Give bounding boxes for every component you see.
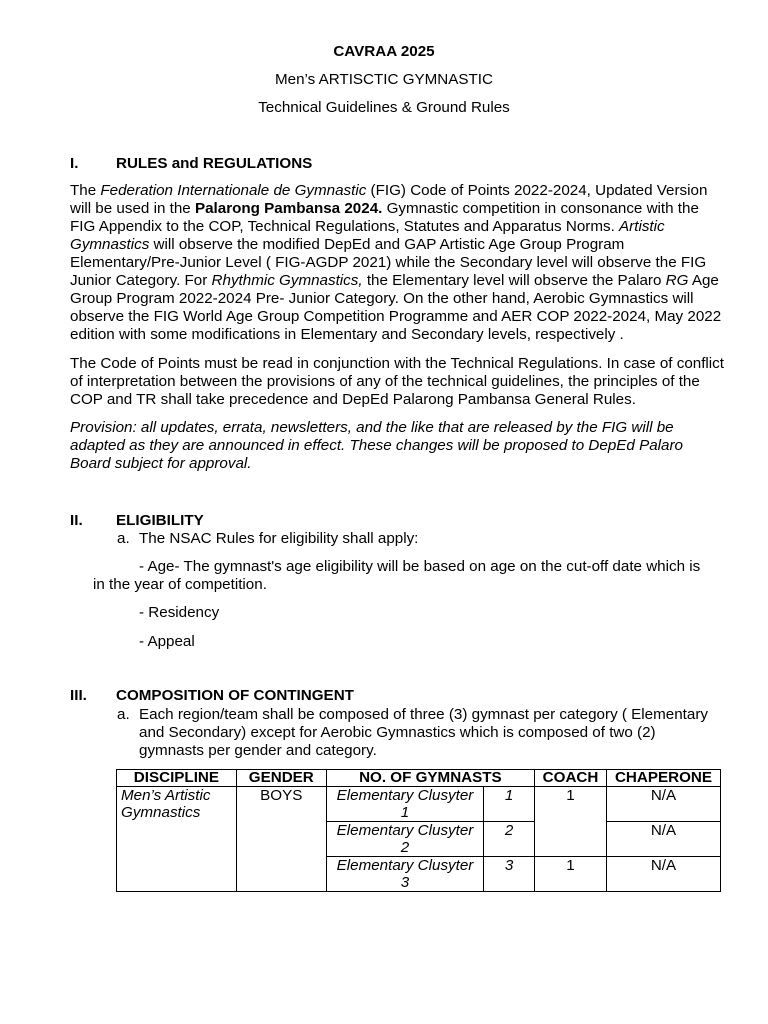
header-chaperone: CHAPERONE xyxy=(607,770,721,787)
header-coach: COACH xyxy=(535,770,607,787)
paragraph-segment: Artistic Gymnastics xyxy=(70,218,665,253)
cell-category: Elementary Clusyter 2 xyxy=(326,822,484,857)
table-row xyxy=(117,787,721,822)
paragraph-segment: will observe the modified DepEd and GAP Artistic Age Group Program Elementary/Pre-Junior Level ( FIG-AGDP 2021) while the Secondary level will observe the FIG Junior Category. For xyxy=(70,236,707,289)
paragraph-segment: RG xyxy=(665,272,689,289)
cell-category: Elementary Clusyter 3 xyxy=(326,857,484,892)
cell-chaperone: N/A xyxy=(607,787,721,822)
paragraph-segment: Age Group Program 2022-2024 Pre- Junior Category. On the other hand, Aerobic Gymnastics will observe the FIG World Age Group Competition Programme and AER COP 2022-2024, May 2022 edition with some modifications in Elementary and Secondary levels, respectively . xyxy=(70,272,722,343)
document-subtitle-2: Technical Guidelines & Ground Rules xyxy=(258,99,510,116)
paragraph-segment: Federation Internationale de Gymnastic xyxy=(100,182,367,199)
header-discipline: DISCIPLINE xyxy=(117,770,237,787)
section-2-item-a-marker: a. xyxy=(117,530,130,547)
cell-coach: 1 xyxy=(535,857,607,892)
cell-num: 3 xyxy=(484,857,535,892)
section-1-number: I. xyxy=(70,155,79,172)
paragraph-segment: Palarong Pambansa 2024. xyxy=(194,200,383,217)
cell-num: 1 xyxy=(484,787,535,822)
paragraph-segment: Gymnastic competition in consonance with the FIG Appendix to the COP, Technical Regulations, Statutes and Apparatus Norms. xyxy=(70,200,699,235)
eligibility-appeal: - Appeal xyxy=(139,633,195,650)
eligibility-age-line-1: - Age- The gymnast's age eligibility will be based on age on the cut-off date which is xyxy=(139,558,701,575)
eligibility-age-line-2: in the year of competition. xyxy=(93,576,267,593)
eligibility-residency: - Residency xyxy=(139,604,220,621)
paragraph-segment: The xyxy=(70,182,101,199)
section-3-item-a-marker: a. xyxy=(117,706,130,723)
cell-num: 2 xyxy=(484,822,535,857)
paragraph-segment: Rhythmic Gymnastics, xyxy=(211,272,363,289)
header-no-of-gymnasts: NO. OF GYMNASTS xyxy=(326,770,534,787)
section-1-paragraph-2: The Code of Points must be read in conjunction with the Technical Regulations. In case of conflict of interpretation between the provisions of any of the technical guidelines, the principles of the COP and TR shall take precedence and DepEd Palarong Pambansa General Rules. xyxy=(70,355,724,408)
section-2-title: ELIGIBILITY xyxy=(116,512,204,529)
paragraph-segment: the Elementary level will observe the Palaro xyxy=(362,272,666,289)
paragraph-segment: (FIG) Code of Points 2022-2024, Updated Version will be used in the xyxy=(70,182,708,217)
section-1-paragraph-1 xyxy=(70,182,726,344)
cell-chaperone: N/A xyxy=(607,857,721,892)
cell-chaperone: N/A xyxy=(607,822,721,857)
section-2-item-a-text: The NSAC Rules for eligibility shall apply: xyxy=(139,530,419,547)
header-gender: GENDER xyxy=(236,770,326,787)
section-3-item-a-text: Each region/team shall be composed of three (3) gymnast per category ( Elementary and Secondary) except for Aerobic Gymnastics which is composed of two (2) gymnasts per gender and category. xyxy=(139,706,708,759)
cell-discipline: Men’s Artistic Gymnastics xyxy=(117,787,237,892)
contingent-table xyxy=(116,769,721,892)
document-subtitle: Men’s ARTISCTIC GYMNASTIC xyxy=(274,71,493,88)
document-title: CAVRAA 2025 xyxy=(333,43,435,60)
cell-category: Elementary Clusyter 1 xyxy=(326,787,484,822)
section-3-title: COMPOSITION OF CONTINGENT xyxy=(116,687,354,704)
section-2-number: II. xyxy=(70,512,83,529)
table-header-row xyxy=(117,770,721,787)
cell-gender: BOYS xyxy=(236,787,326,892)
cell-coach: 1 xyxy=(535,787,607,857)
section-3-number: III. xyxy=(70,687,87,704)
section-1-title: RULES and REGULATIONS xyxy=(116,155,313,172)
section-1-provision: Provision: all updates, errata, newsletters, and the like that are released by the FIG will be adapted as they are announced in effect. These changes will be proposed to DepEd Palaro Board subject for approval. xyxy=(70,419,683,472)
